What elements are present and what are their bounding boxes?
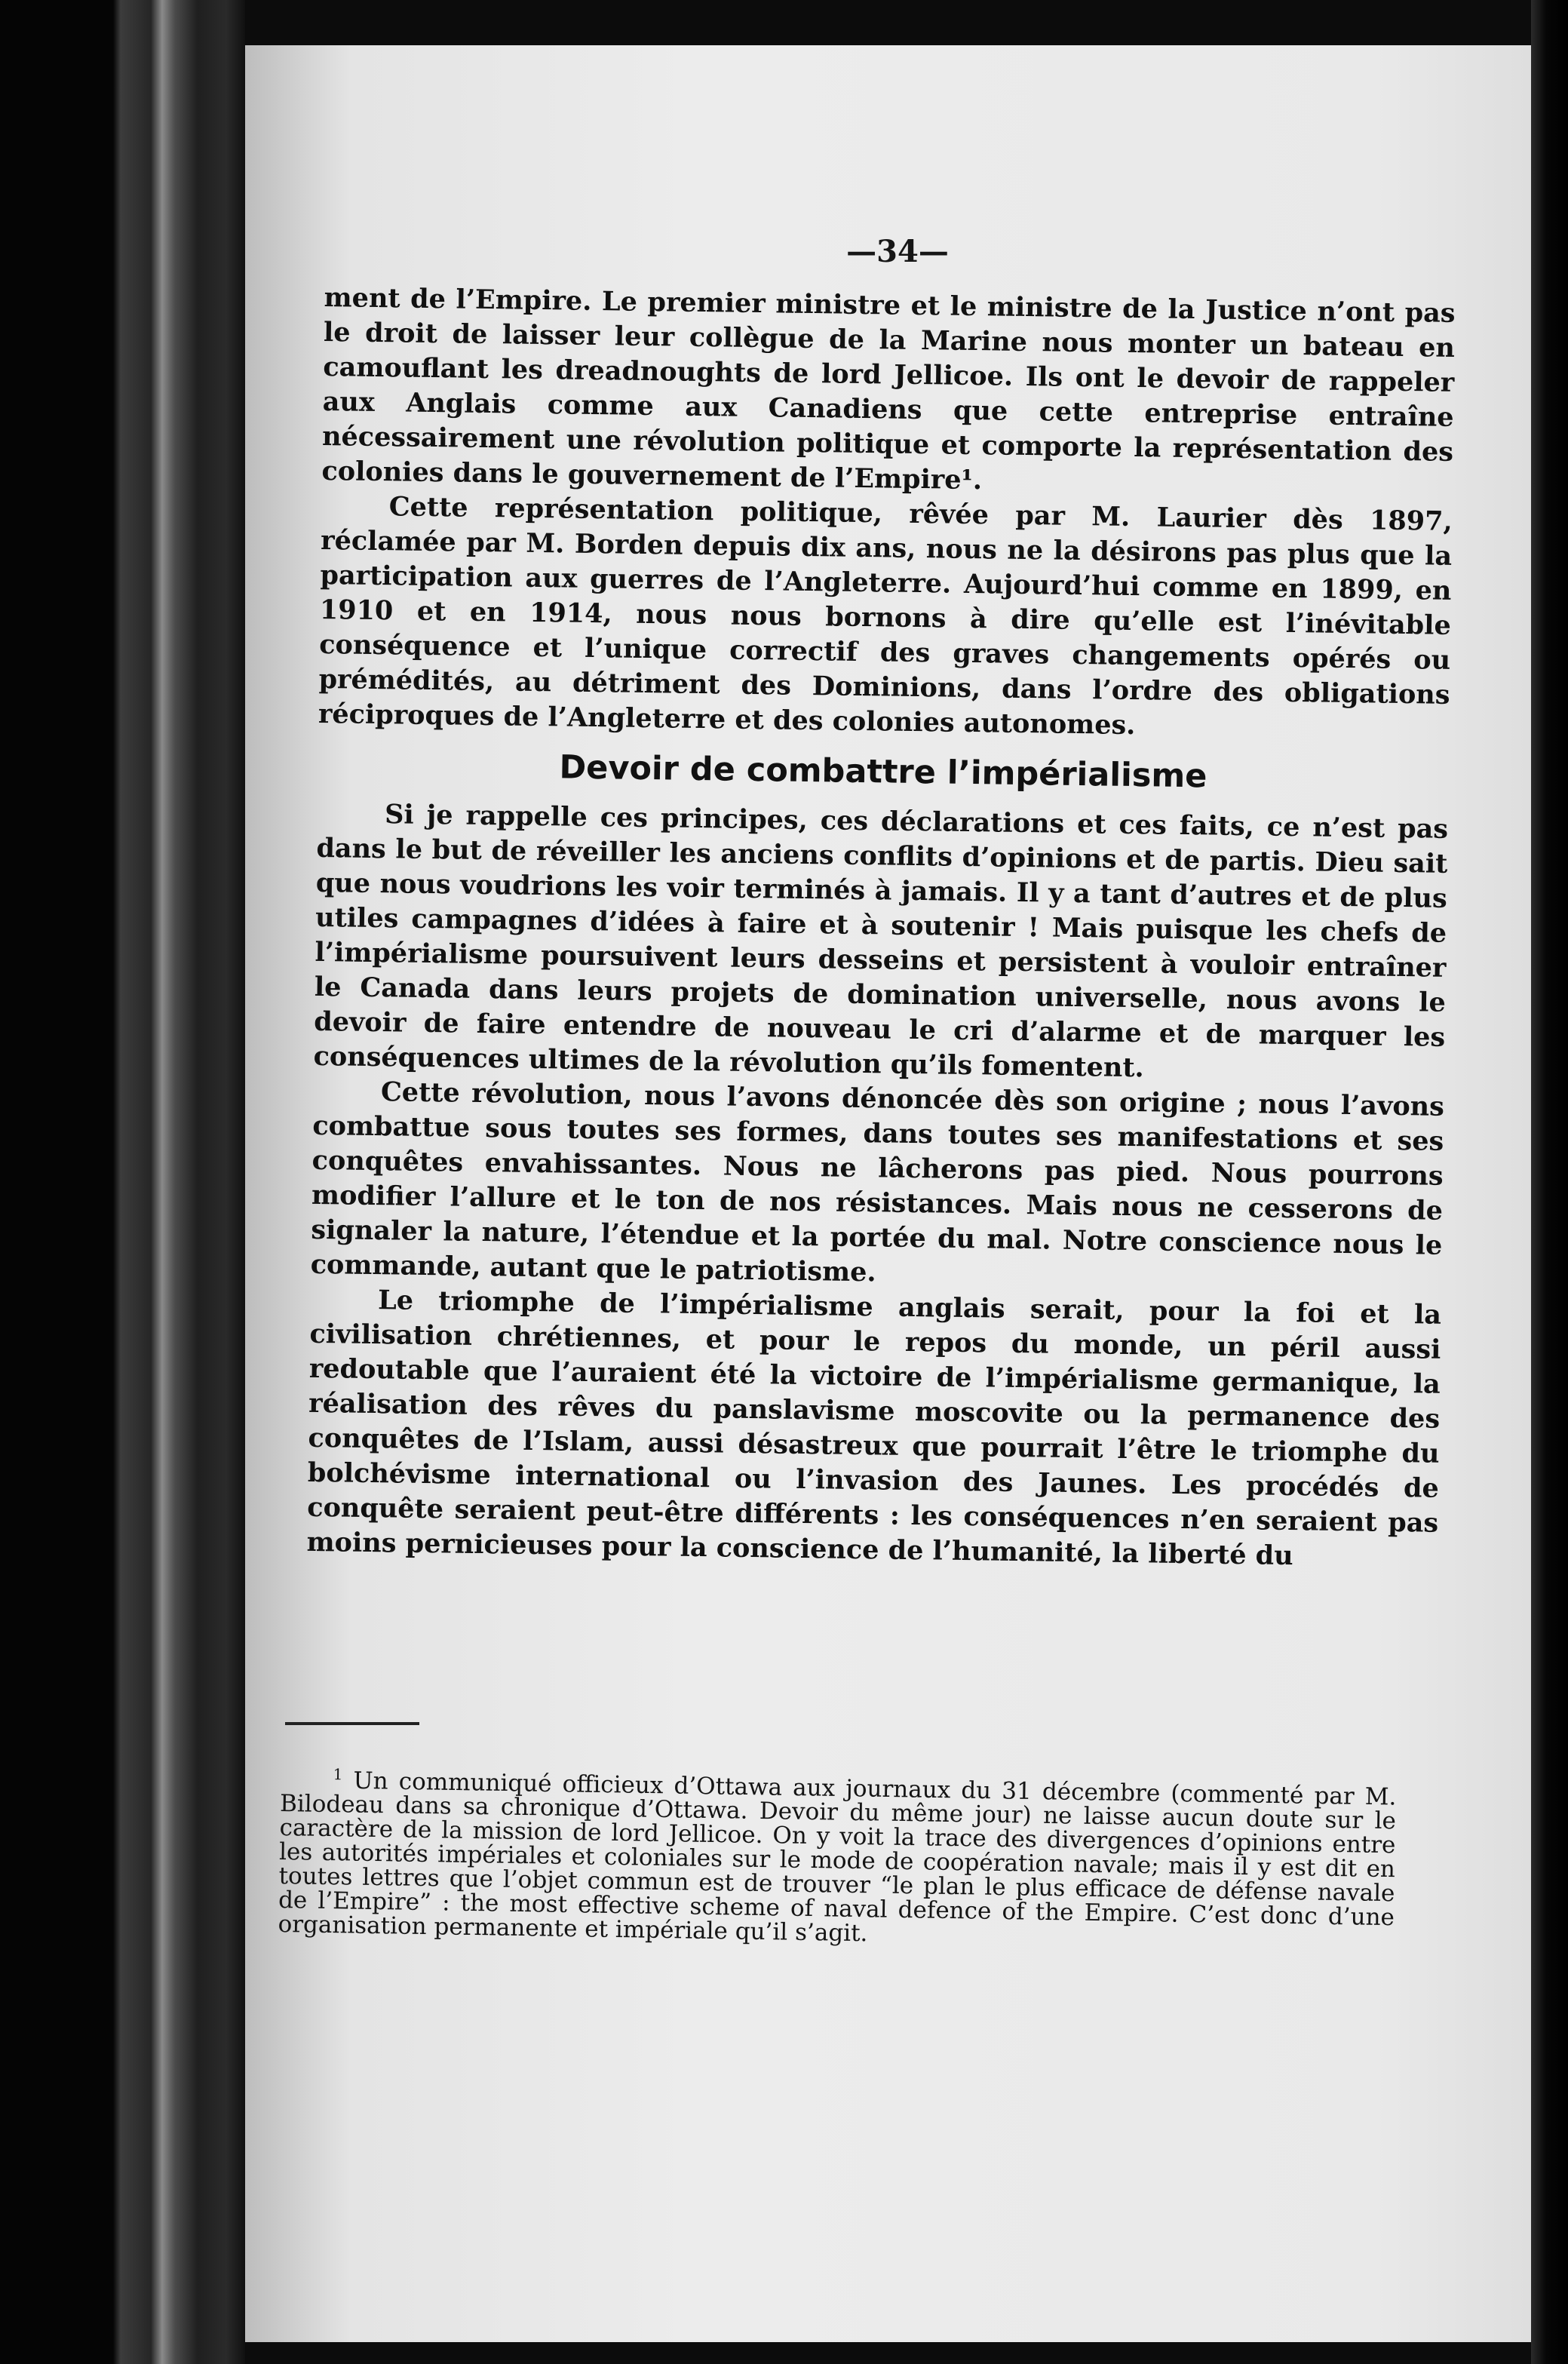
section-heading: Devoir de combattre l’impérialisme (559, 748, 1207, 796)
page-number: —34— (846, 234, 949, 269)
paragraph-2: Cette représentation politique, rêvée par M. Laurier dès 1897, réclamée par M. Borden depuis dix ans, nous ne la désirons pas plus que la participation aux guerres de l’Angleterre. Aujourd’hui comme en 1899, en 1910 et en 1914, nous nous bornons à dire qu’elle est l’inévitable conséquence et l’unique correctif des graves changements opérés ou prémédités, au détriment des Dominions, dans l’ordre des obligations réciproques de l’Angleterre et des colonies autonomes. (318, 491, 1453, 741)
section-paragraph-1: Si je rappelle ces principes, ces déclarations et ces faits, ce n’est pas dans le but de réveiller les anciens conflits d’opinions et de partis. Dieu sait que nous voudrions les voir terminés à jamais. Il y a tant d’autres et de plus utiles campagnes d’idées à faire et à soutenir ! Mais puisque les chefs de l’impérialisme poursuivent leurs desseins et persistent à vouloir entraîner le Canada dans leurs projets de domination universelle, nous avons le devoir de faire entendre de nouveau le cri d’alarme et de marquer les conséquences ultimes de la révolution qu’ils fomentent. (313, 799, 1449, 1084)
footnote-marker: 1 (333, 1765, 343, 1784)
paragraph-1: ment de l’Empire. Le premier ministre et le ministre de la Justice n’ont pas le droit de laisser leur collègue de la Marine nous monter un bateau en camouflant les dreadnoughts de lord Jellicoe. Ils ont le devoir de rappeler aux Anglais comme aux Canadiens que cette entreprise entraîne nécessairement une révolution politique et comporte la représentation des colonies dans le gouvernement de l’Empire¹. (321, 281, 1456, 496)
footnote-rule (285, 1722, 419, 1725)
section-paragraph-3: Le triomphe de l’impérialisme anglais serait, pour la foi et la civilisation chrétiennes, et pour le repos du monde, un péril aussi redoutable que l’auraient été la victoire de l’impérialisme germanique, la réalisation des rêves du panslavisme moscovite ou la permanence des conquêtes de l’Islam, aussi désastreux que pourrait l’être le triomphe du bolchévisme international ou l’invasion des Jaunes. Les procédés de conquête seraient peut-être différents : les conséquences n’en seraient pas moins pernicieuses pour la conscience de l’humanité, la liberté du (306, 1285, 1442, 1572)
footnote-text: Un communiqué officieux d’Ottawa aux journaux du 31 décembre (commenté par M. Bilodeau dans sa chronique d’Ottawa. Devoir du même jour) ne laisse aucun doute sur le caractère de la mission de lord Jellicoe. On y voit la trace des divergences d’opinions entre les autorités impériales et coloniales sur le mode de coopération navale; mais il y est dit en toutes lettres que l’objet commun est de trouver “le plan le plus efficace de défense navale de l’Empire” : the most effective scheme of naval defence of the Empire. C’est donc d’une organisation permanente et impériale qu’il s’agit. (278, 1767, 1397, 1948)
section-paragraph-2: Cette révolution, nous l’avons dénoncée dès son origine ; nous l’avons combattue sous toutes ses formes, dans toutes ses manifestations et ses conquêtes envahissantes. Nous ne lâcherons pas pied. Nous pourrons modifier l’allure et le ton de nos résistances. Mais nous ne cesserons de signaler la nature, l’étendue et la portée du mal. Notre conscience nous le commande, autant que le patriotisme. (310, 1076, 1445, 1288)
footnote (278, 1761, 1396, 1954)
body-text (306, 281, 1456, 1576)
film-border-left (0, 0, 245, 2364)
film-border-right (1531, 0, 1568, 2364)
